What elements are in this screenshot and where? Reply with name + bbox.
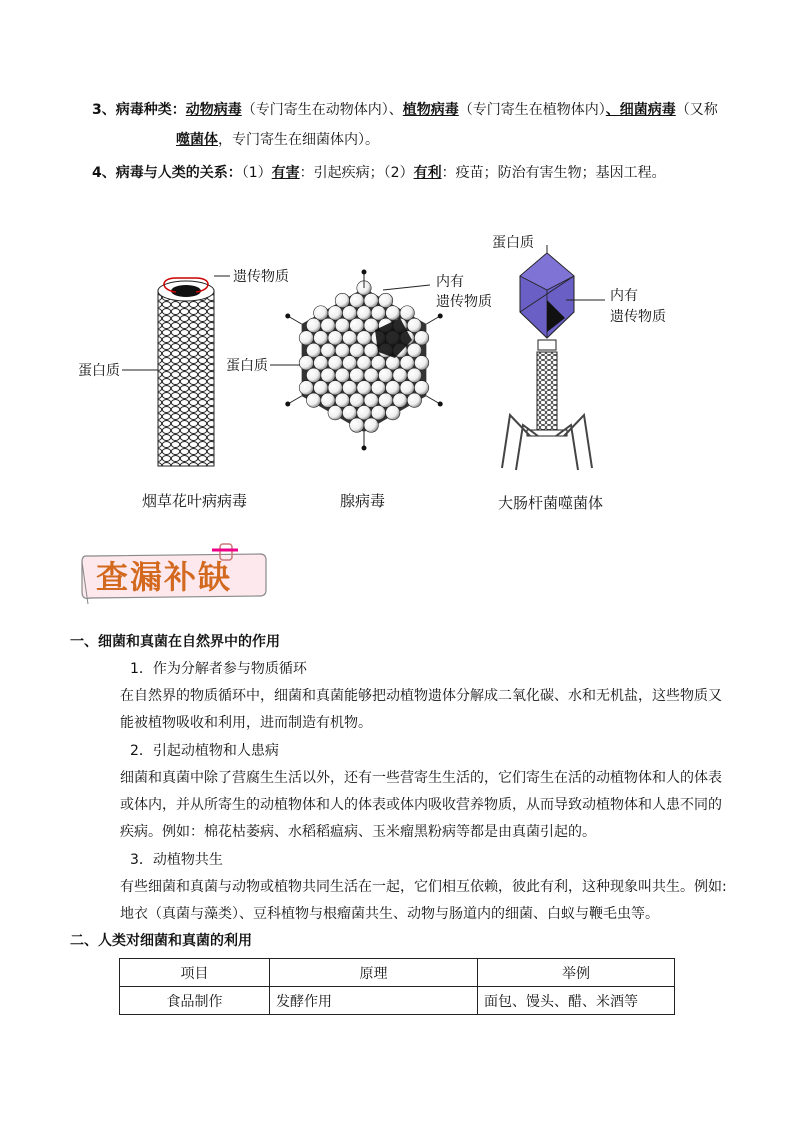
capsid-sphere	[328, 306, 342, 320]
capsid-sphere	[299, 381, 313, 395]
part1-item1-line1: 在自然界的物质循环中，细菌和真菌能够把动植物遗体分解成二氧化碳、水和无机盐，这些物质又	[120, 688, 722, 704]
benefit-term: 有利	[413, 165, 442, 181]
bacteria-virus-term: 、细菌病毒	[605, 102, 676, 118]
capsid-sphere	[314, 306, 328, 320]
capsid-sphere	[350, 318, 364, 332]
capsid-sphere	[414, 381, 428, 395]
section4-title: 病毒与人类的关系：	[115, 165, 242, 181]
part1-item3-line1: 有些细菌和真菌与动物或植物共同生活在一起，它们相互依赖，彼此有利，这种现象叫共生。例如:	[120, 879, 727, 895]
capsid-sphere	[314, 331, 328, 345]
table-cell-principle: 发酵作用	[270, 987, 478, 1015]
capsid-sphere	[393, 393, 407, 407]
table-header-item: 项目	[120, 959, 270, 987]
section3-line2	[176, 130, 379, 150]
section3-line1	[92, 100, 718, 120]
section4-p1: （1）	[241, 165, 272, 181]
part1-item2-line2: 或体内，并从所寄生的动植物体和人的体表或体内吸收营养物质，从而导致动植物体和人患不同的	[120, 797, 722, 813]
capsid-sphere	[364, 368, 378, 382]
table-header-row	[120, 959, 675, 987]
capsid-sphere	[357, 406, 371, 420]
part1-item3-line2: 地衣（真菌与藻类）、豆科植物与根瘤菌共生、动物与肠道内的细菌、白蚁与鞭毛虫等。	[120, 906, 659, 922]
adeno-genetic-pointer	[383, 285, 430, 290]
capsid-sphere	[350, 393, 364, 407]
table-row	[120, 987, 675, 1015]
harm-term: 有害	[271, 165, 300, 181]
adeno-inner-label-2: 遗传物质	[436, 294, 492, 310]
part1-item2-title: 2．引起动植物和人患病	[130, 743, 279, 759]
capsid-sphere	[328, 381, 342, 395]
capsid-sphere	[407, 318, 421, 332]
capsid-sphere	[306, 318, 320, 332]
capsid-sphere	[342, 356, 356, 370]
capsid-sphere	[364, 418, 378, 432]
adeno-caption: 腺病毒	[340, 492, 386, 510]
usage-table	[119, 958, 675, 1015]
adeno-fiber-knob	[362, 446, 367, 451]
tmv-caption: 烟草花叶病病毒	[142, 492, 248, 510]
capsid-sphere	[371, 381, 385, 395]
capsid-sphere	[386, 381, 400, 395]
adenovirus-illustration	[285, 270, 442, 451]
bacteria-virus-desc: （又称	[675, 102, 718, 118]
part1-item3-title: 3．动植物共生	[130, 852, 223, 868]
capsid-sphere	[414, 356, 428, 370]
capsid-sphere	[342, 331, 356, 345]
adeno-fiber-knob	[285, 402, 290, 407]
capsid-sphere	[306, 393, 320, 407]
part1-item1-line2: 能被植物吸收和利用，进而制造有机物。	[120, 715, 372, 731]
capsid-sphere	[378, 293, 392, 307]
capsid-sphere	[321, 318, 335, 332]
capsid-sphere	[357, 381, 371, 395]
capsid-sphere	[342, 381, 356, 395]
section4-line	[92, 163, 666, 183]
animal-virus-term: 动物病毒	[185, 102, 242, 118]
capsid-sphere	[299, 356, 313, 370]
phage-illustration	[502, 245, 605, 470]
harm-desc: ：引起疾病；（2）	[299, 165, 414, 181]
capsid-sphere	[400, 356, 414, 370]
adeno-inner-label-1: 内有	[436, 274, 464, 290]
capsid-sphere	[335, 343, 349, 357]
capsid-sphere	[357, 331, 371, 345]
capsid-sphere	[350, 343, 364, 357]
section4-number: 4、	[92, 165, 116, 181]
animal-virus-desc: （专门寄生在动物体内）、	[241, 102, 403, 118]
capsid-sphere	[314, 356, 328, 370]
capsid-sphere	[386, 306, 400, 320]
adeno-fiber-knob	[285, 314, 290, 319]
part2-heading: 二、人类对细菌和真菌的利用	[70, 933, 252, 949]
capsid-sphere	[328, 331, 342, 345]
capsid-sphere	[328, 406, 342, 420]
capsid-sphere	[328, 356, 342, 370]
phage-protein-label: 蛋白质	[492, 235, 534, 251]
capsid-sphere	[378, 393, 392, 407]
table-cell-item: 食品制作	[120, 987, 270, 1015]
capsid-sphere	[371, 356, 385, 370]
plant-virus-desc: （专门寄生在植物体内）	[458, 102, 606, 118]
capsid-sphere	[335, 393, 349, 407]
capsid-sphere	[321, 368, 335, 382]
capsid-sphere	[350, 368, 364, 382]
capsid-sphere	[350, 293, 364, 307]
capsid-sphere	[400, 381, 414, 395]
table-header-principle: 原理	[270, 959, 478, 987]
capsid-sphere	[335, 368, 349, 382]
capsid-sphere	[335, 293, 349, 307]
tmv-protein-label: 蛋白质	[78, 363, 120, 379]
capsid-sphere	[393, 368, 407, 382]
capsid-sphere	[306, 368, 320, 382]
capsid-sphere	[357, 356, 371, 370]
capsid-sphere	[364, 343, 378, 357]
capsid-sphere	[299, 331, 313, 345]
capsid-sphere	[314, 381, 328, 395]
capsid-sphere	[357, 306, 371, 320]
phage-caption: 大肠杆菌噬菌体	[498, 494, 604, 512]
phage-inner-label-1: 内有	[610, 288, 638, 304]
adeno-fiber-knob	[362, 270, 367, 275]
capsid-sphere	[407, 393, 421, 407]
tmv-genetic-label: 遗传物质	[233, 269, 289, 285]
capsid-sphere	[371, 406, 385, 420]
part1-item2-line1: 细菌和真菌中除了营腐生生活以外，还有一些营寄生生活的，它们寄生在活的动植物体和人的体表	[120, 770, 722, 786]
tmv-illustration	[122, 276, 230, 466]
capsid-sphere	[407, 368, 421, 382]
capsid-sphere	[321, 393, 335, 407]
capsid-sphere	[350, 418, 364, 432]
capsid-sphere	[364, 393, 378, 407]
part1-heading: 一、细菌和真菌在自然界中的作用	[70, 634, 280, 650]
capsid-sphere	[386, 406, 400, 420]
phage-term: 噬菌体	[176, 132, 218, 148]
capsid-sphere	[342, 406, 356, 420]
adeno-fiber-knob	[438, 314, 443, 319]
capsid-sphere	[414, 331, 428, 345]
phage-inner-label-2: 遗传物质	[610, 309, 666, 325]
capsid-sphere	[400, 306, 414, 320]
capsid-sphere	[378, 368, 392, 382]
capsid-sphere	[321, 343, 335, 357]
capsid-sphere	[342, 306, 356, 320]
plant-virus-term: 植物病毒	[402, 102, 459, 118]
phage-desc: ，专门寄生在细菌体内）。	[218, 132, 379, 148]
table-header-example: 举例	[478, 959, 675, 987]
section3-title: 病毒种类：	[115, 102, 186, 118]
capsid-sphere	[371, 306, 385, 320]
part1-item1-title: 1．作为分解者参与物质循环	[130, 661, 307, 677]
capsid-sphere	[364, 293, 378, 307]
part1-item2-line3: 疾病。例如：棉花枯萎病、水稻稻瘟病、玉米瘤黑粉病等都是由真菌引起的。	[120, 824, 596, 840]
capsid-sphere	[386, 356, 400, 370]
section3-number: 3、	[92, 102, 116, 118]
adeno-protein-label: 蛋白质	[226, 358, 268, 374]
table-cell-example: 面包、馒头、醋、米酒等	[478, 987, 675, 1015]
benefit-desc: ：疫苗；防治有害生物；基因工程。	[441, 165, 666, 181]
capsid-sphere	[306, 343, 320, 357]
banner-title: 查漏补缺	[96, 558, 233, 596]
adeno-fiber-knob	[438, 402, 443, 407]
capsid-sphere	[407, 343, 421, 357]
capsid-sphere	[335, 318, 349, 332]
